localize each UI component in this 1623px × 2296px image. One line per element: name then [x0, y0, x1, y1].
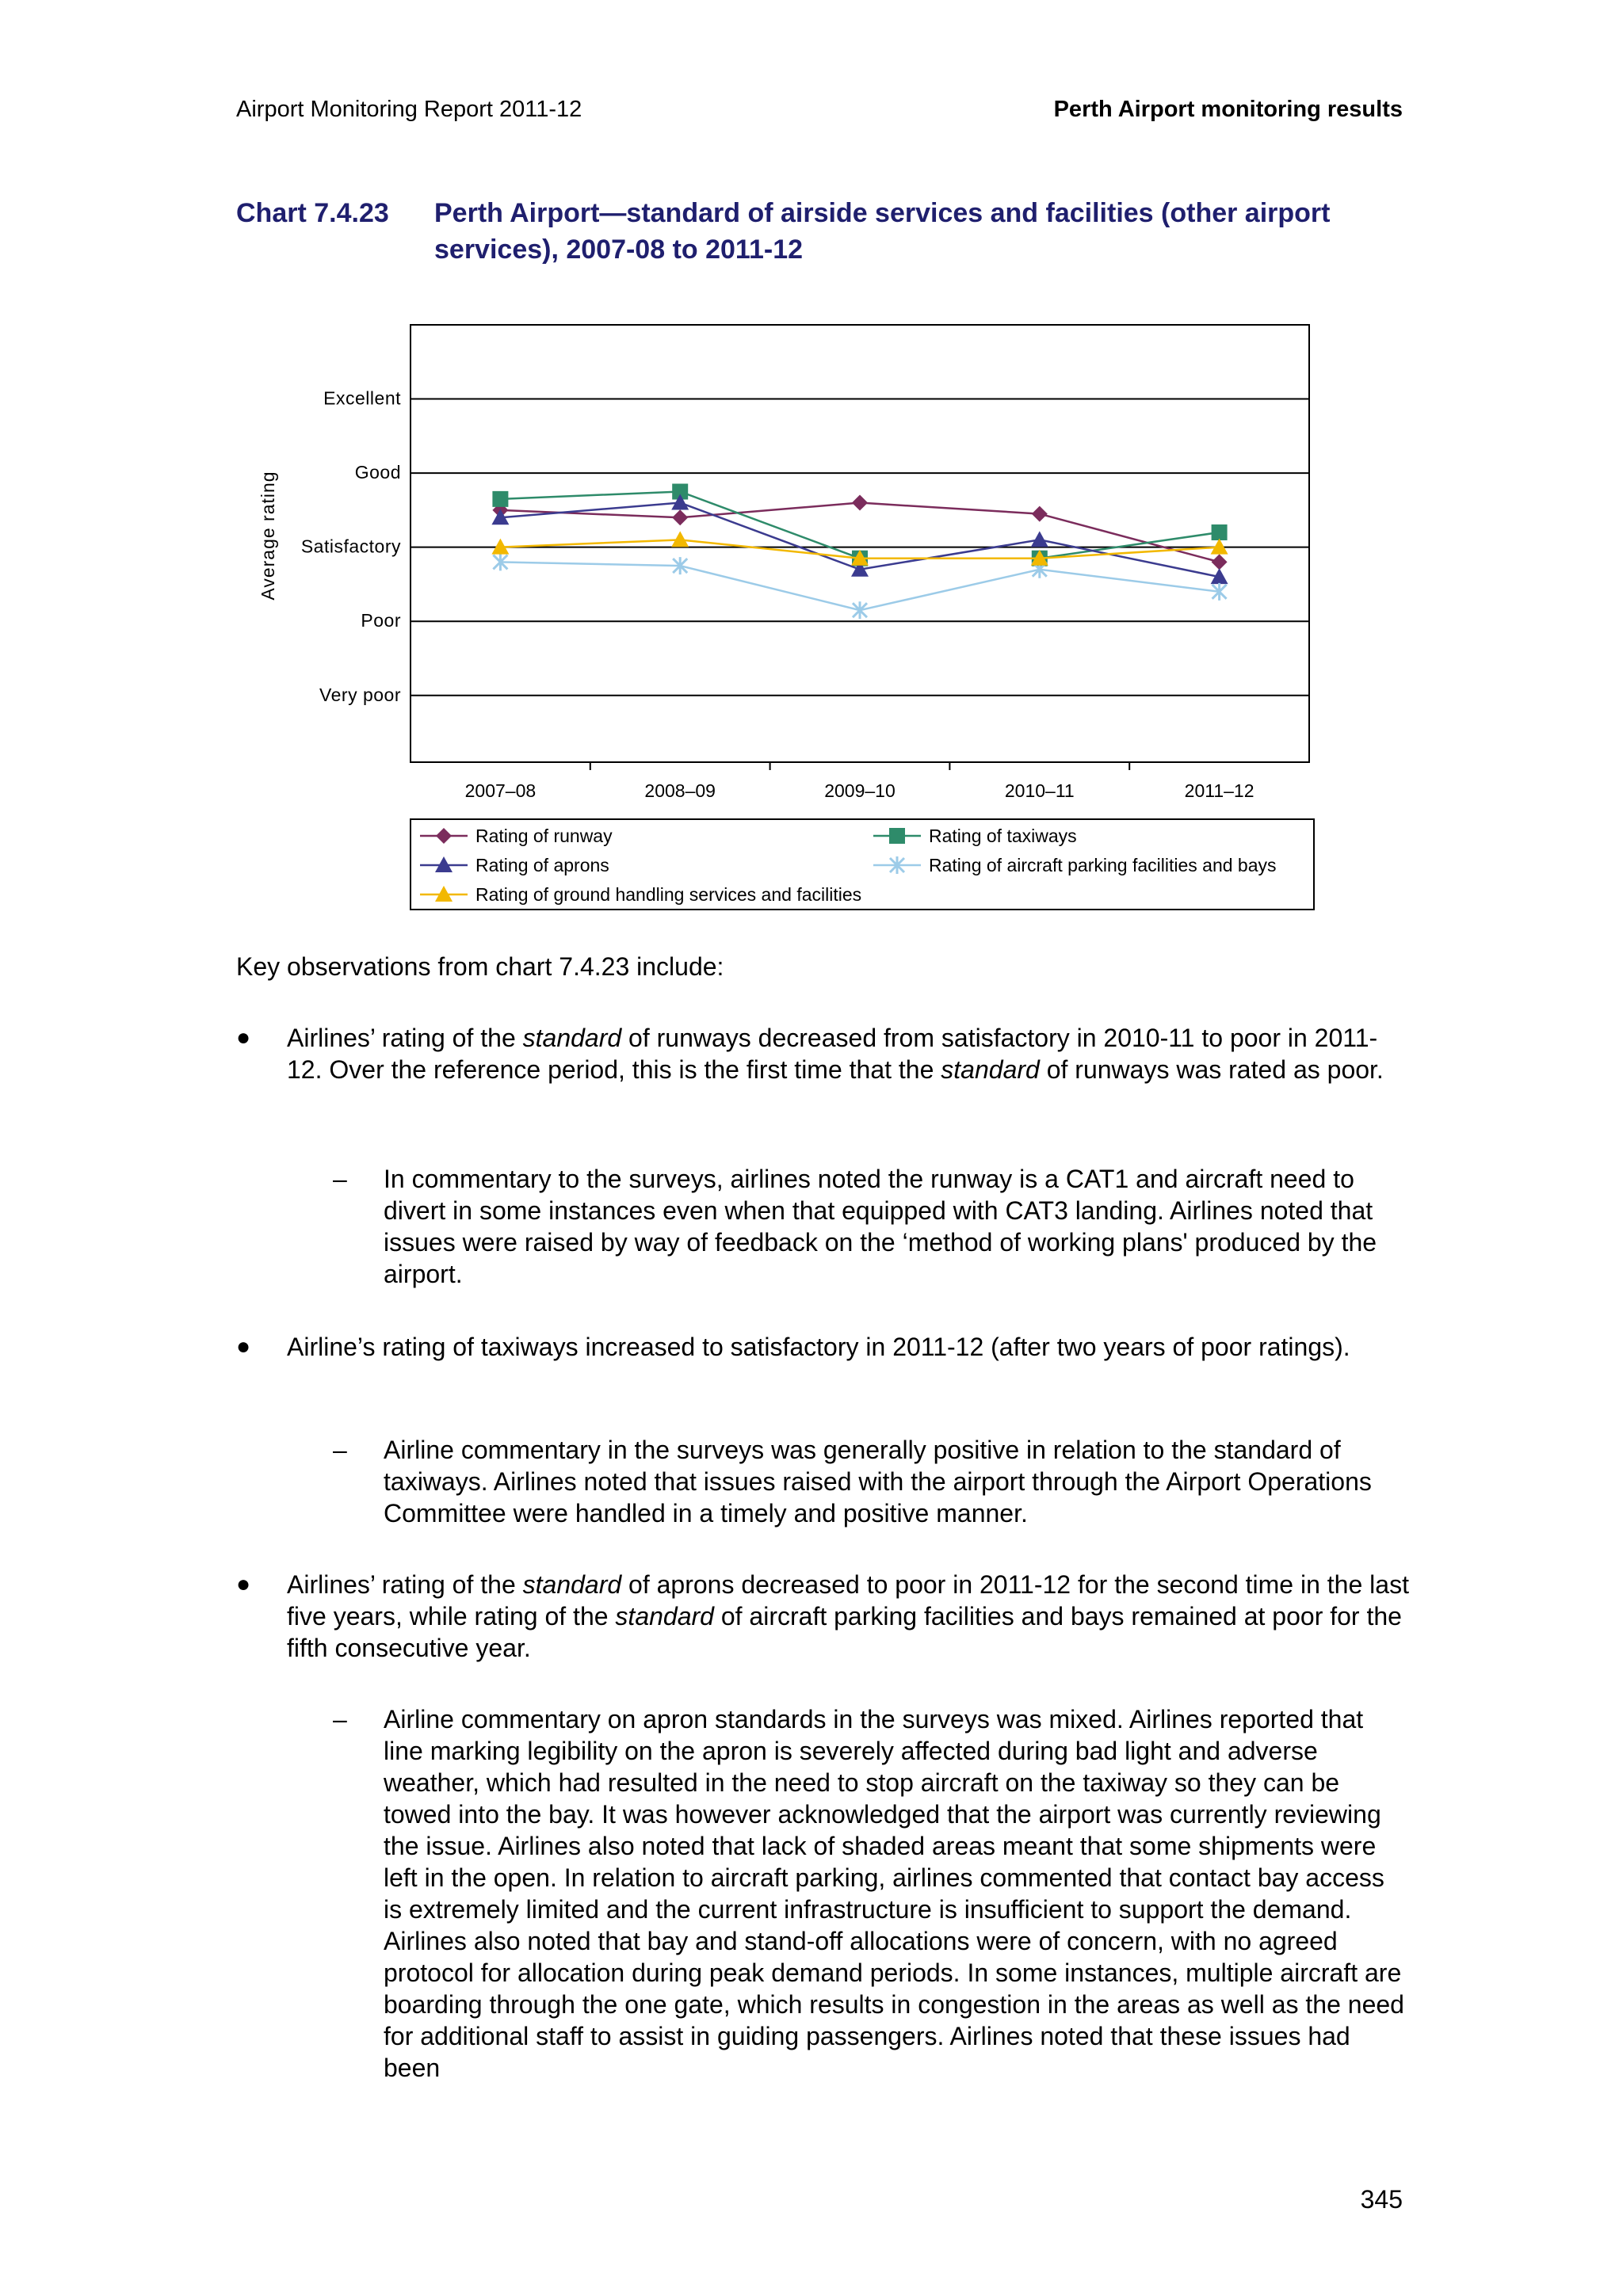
observation-3: [236, 1569, 1409, 1664]
legend-swatch-marker: [889, 828, 905, 844]
x-tick-label: 2011–12: [1184, 780, 1254, 801]
y-tick-label: Excellent: [323, 387, 401, 409]
legend-label: Rating of runway: [475, 826, 613, 846]
chart-number: Chart 7.4.23: [236, 198, 389, 228]
bullet-icon: ●: [236, 1333, 251, 1360]
legend-label: Rating of aircraft parking facilities and bays: [929, 855, 1277, 875]
observation-1: [236, 1022, 1409, 1085]
observation-2-sub: [236, 1434, 1409, 1529]
observation-3-sub-text: Airline commentary on apron standards in the surveys was mixed. Airlines reported that line marking legibility on the apron is severely affected during bad light and adverse weather, which had resulted in the need to stop aircraft on the taxiway so they can be towed into the bay. It was however acknowledged that the airport was currently reviewing the issue. Airlines also noted that lack of shaded areas meant that some shipments were left in the open. In relation to aircraft parking, airlines commented that contact bay access is extremely limited and the current infrastructure is insufficient to support the demand. Airlines also noted that bay and stand-off allocations were of concern, with no agreed protocol for allocation during peak demand periods. In some instances, multiple aircraft are boarding through the one gate, which results in congestion in the areas as well as the need for additional staff to assist in guiding passengers. Airlines noted that these issues had been: [384, 1705, 1404, 2082]
dash-icon: –: [333, 1705, 347, 1733]
x-tick-label: 2007–08: [464, 780, 537, 801]
data-point: [492, 491, 508, 507]
chart-title: Perth Airport—standard of airside services and facilities (other airport services), 2007-08 to 2011-12: [434, 198, 1331, 265]
plot-area: [411, 325, 1309, 762]
y-tick-label: Very poor: [319, 684, 401, 705]
observation-1-text: Airlines’ rating of the standard of runways decreased from satisfactory in 2010-11 to poor in 2011-12. Over the reference period, this is the first time that the standard of runways was rated as poor.: [287, 1024, 1384, 1084]
legend-label: Rating of taxiways: [929, 826, 1077, 846]
intro-text: Key observations from chart 7.4.23 include:: [236, 952, 724, 981]
x-tick-label: 2009–10: [824, 780, 896, 801]
x-tick-label: 2008–09: [644, 780, 716, 801]
line-chart: [0, 0, 1623, 919]
observation-2: [236, 1331, 1409, 1363]
y-axis-label: Average rating: [258, 471, 278, 601]
page-number: 345: [1360, 2185, 1403, 2214]
observation-1-sub: [236, 1163, 1409, 1290]
dash-icon: –: [333, 1436, 347, 1464]
legend-label: Rating of ground handling services and facilities: [475, 884, 862, 905]
observation-3-text: Airlines’ rating of the standard of aprons decreased to poor in 2011-12 for the second time in the last five years, while rating of the standard of aircraft parking facilities and bays remained at poor for the fifth consecutive year.: [287, 1570, 1409, 1662]
bullet-icon: ●: [236, 1024, 251, 1051]
bullet-icon: ●: [236, 1571, 251, 1597]
section-title: Perth Airport monitoring results: [1053, 97, 1403, 122]
y-tick-label: Good: [354, 462, 401, 483]
report-title: Airport Monitoring Report 2011-12: [236, 97, 582, 122]
y-tick-label: Satisfactory: [300, 536, 401, 557]
observation-2-sub-text: Airline commentary in the surveys was generally positive in relation to the standard of taxiways. Airlines noted that issues raised with the airport through the Airport Operations Committee were handled in a timely and positive manner.: [384, 1436, 1372, 1527]
legend-label: Rating of aprons: [475, 855, 609, 875]
observation-3-sub: [236, 1703, 1409, 2084]
x-tick-label: 2010–11: [1004, 780, 1075, 801]
dash-icon: –: [333, 1165, 347, 1193]
data-point: [1212, 524, 1228, 540]
y-tick-label: Poor: [361, 610, 401, 631]
observation-1-sub-text: In commentary to the surveys, airlines noted the runway is a CAT1 and aircraft need to divert in some instances even when that equipped with CAT3 landing. Airlines noted that issues were raised by way of feedback on the ‘method of working plans' produced by the airport.: [384, 1165, 1377, 1288]
observation-2-text: Airline’s rating of taxiways increased to satisfactory in 2011-12 (after two years of poor ratings).: [287, 1333, 1350, 1361]
